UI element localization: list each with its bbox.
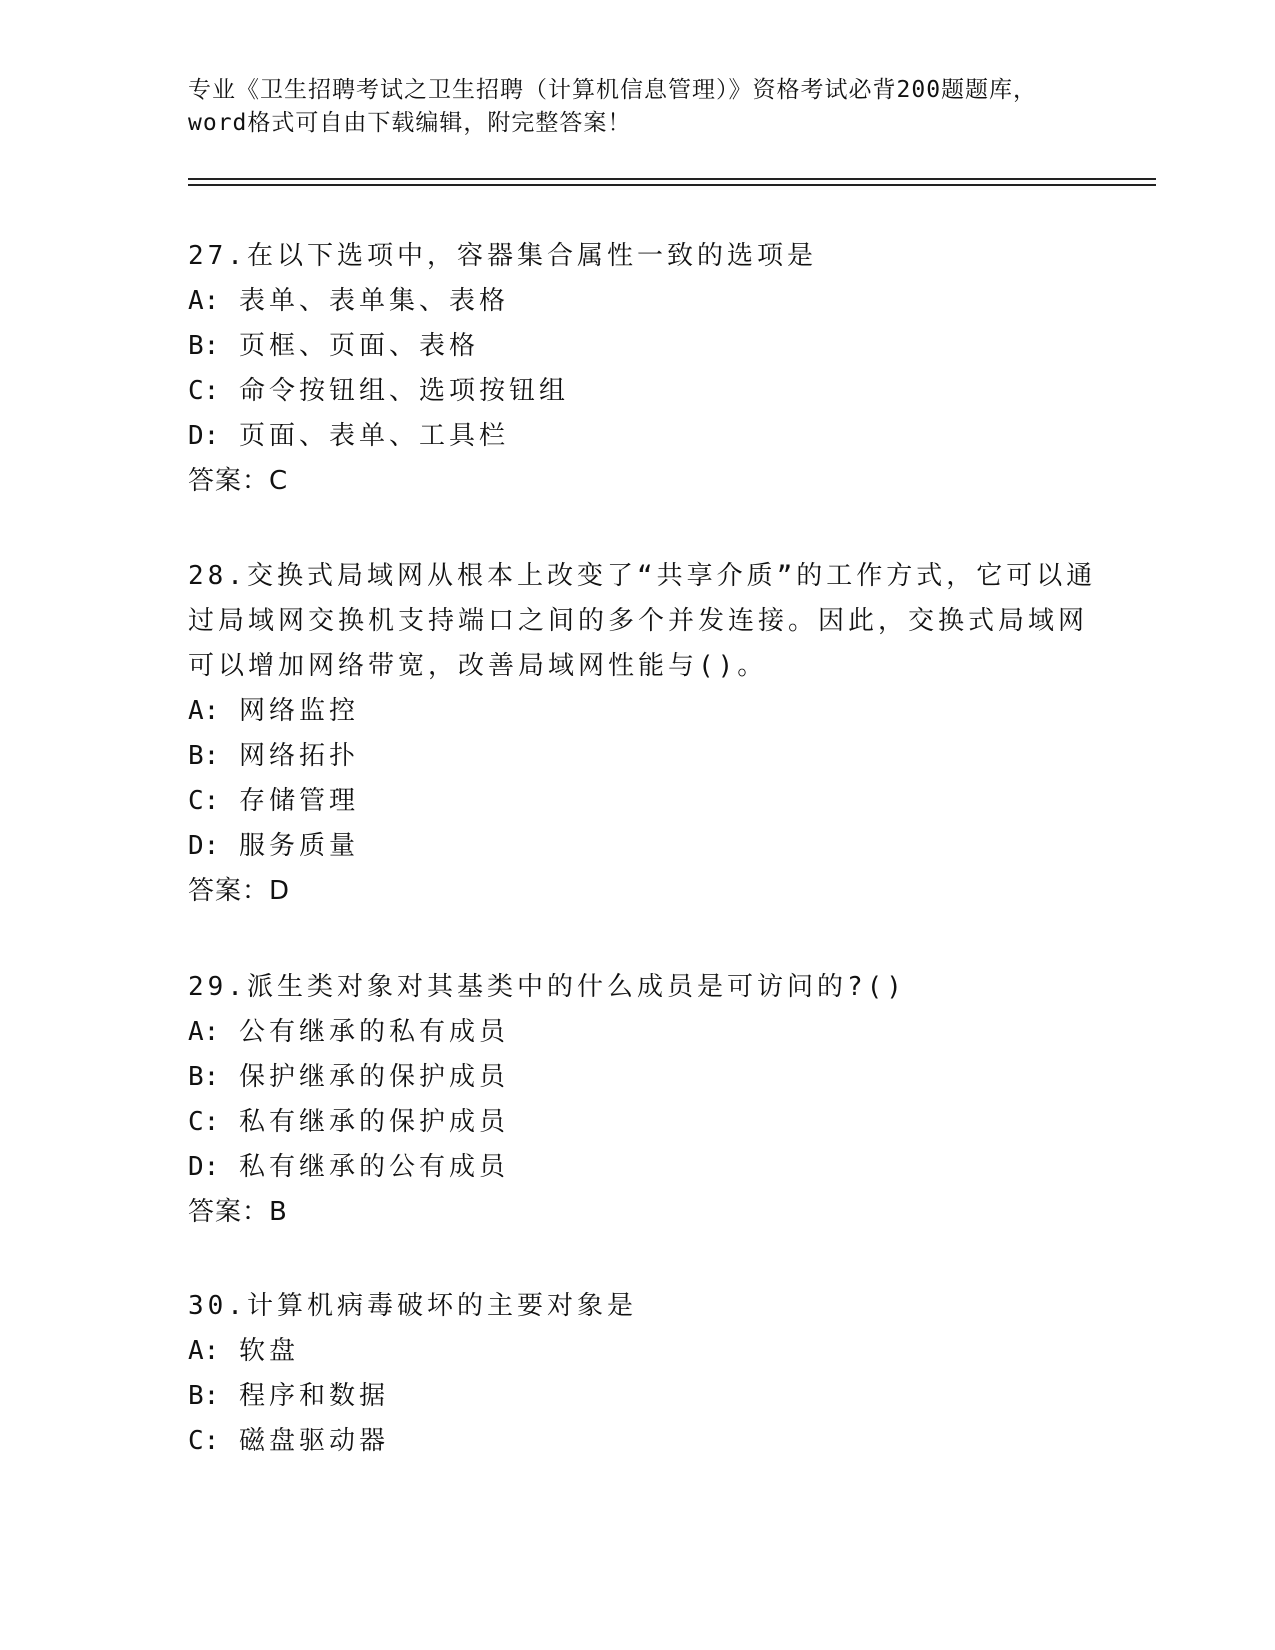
option-letter: B: [188,741,220,771]
option-b [188,1055,1088,1100]
option-letter: D: [188,831,220,861]
answer-line: 答案：B [188,1197,288,1227]
option-d [188,824,1088,869]
option-text: 服务质量 [238,831,359,861]
option-b [188,324,1088,369]
option-letter: C: [188,1107,220,1137]
option-c [188,1419,1088,1464]
question-stem-line: 29.派生类对象对其基类中的什么成员是可访问的?() [188,972,906,1002]
header-divider-top [188,178,1156,180]
option-b [188,734,1088,779]
option-letter: A: [188,696,220,726]
option-text: 公有继承的私有成员 [238,1017,509,1047]
option-c [188,1100,1088,1145]
option-letter: A: [188,1017,220,1047]
option-text: 程序和数据 [238,1381,389,1411]
question-29 [188,965,1088,1235]
option-letter: C: [188,786,220,816]
option-text: 页框、页面、表格 [238,331,479,361]
option-text: 表单、表单集、表格 [238,286,509,316]
option-letter: A: [188,286,220,316]
answer-line: 答案：C [188,466,289,496]
option-text: 保护继承的保护成员 [238,1062,509,1092]
option-text: 软盘 [238,1336,299,1366]
option-text: 磁盘驱动器 [238,1426,389,1456]
question-stem-line: 可以增加网络带宽，改善局域网性能与()。 [188,651,768,681]
question-stem-line: 过局域网交换机支持端口之间的多个并发连接。因此，交换式局域网 [188,606,1089,636]
header-divider-bottom [188,184,1156,186]
option-b [188,1374,1088,1419]
document-header [188,74,1088,140]
answer-line: 答案：D [188,876,291,906]
option-d [188,1145,1088,1190]
option-text: 网络拓扑 [238,741,359,771]
option-d [188,414,1088,459]
question-28 [188,554,1097,914]
option-letter: B: [188,331,220,361]
option-text: 命令按钮组、选项按钮组 [238,376,569,406]
question-stem [188,1284,1088,1329]
option-a [188,689,1088,734]
header-line-2: word格式可自由下载编辑，附完整答案！ [188,110,632,136]
question-stem-line: 28.交换式局域网从根本上改变了“共享介质”的工作方式，它可以通 [188,561,1097,591]
option-text: 网络监控 [238,696,359,726]
question-stem-line: 30.计算机病毒破坏的主要对象是 [188,1291,637,1321]
option-letter: D: [188,1152,220,1182]
option-a [188,279,1088,324]
option-letter: B: [188,1062,220,1092]
option-c [188,779,1088,824]
option-letter: D: [188,421,220,451]
question-stem [188,965,1088,1010]
option-letter: B: [188,1381,220,1411]
question-30 [188,1284,1088,1464]
option-a [188,1010,1088,1055]
option-text: 页面、表单、工具栏 [238,421,509,451]
option-letter: C: [188,376,220,406]
option-a [188,1329,1088,1374]
option-letter: C: [188,1426,220,1456]
question-stem-line: 27.在以下选项中，容器集合属性一致的选项是 [188,241,817,271]
option-letter: A: [188,1336,220,1366]
option-text: 私有继承的保护成员 [238,1107,509,1137]
question-stem [188,554,1097,689]
header-line-1: 专业《卫生招聘考试之卫生招聘（计算机信息管理）》资格考试必背200题题库， [188,77,1038,103]
question-stem [188,234,1088,279]
option-c [188,369,1088,414]
question-27 [188,234,1088,504]
option-text: 私有继承的公有成员 [238,1152,509,1182]
option-text: 存储管理 [238,786,359,816]
